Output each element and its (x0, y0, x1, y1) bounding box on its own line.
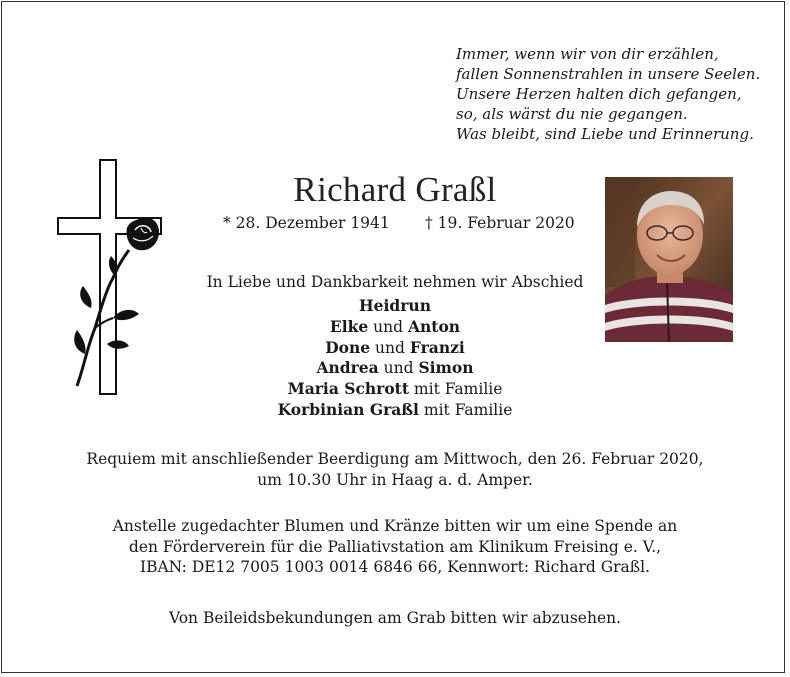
mourner-line: Korbinian Graßl mit Familie (277, 399, 513, 419)
mourner-line: Maria Schrott mit Familie (287, 379, 503, 399)
poem-line: Immer, wenn wir von dir erzählen, (456, 45, 719, 63)
requiem-line: Requiem mit anschließender Beerdigung am Mittwoch, den 26. Februar 2020, (86, 450, 704, 468)
mourner-line: Done und Franzi (325, 337, 465, 357)
donation-line: den Förderverein für die Palliativstation am Klinikum Freising e. V., (128, 537, 662, 556)
poem-line: Was bleibt, sind Liebe und Erinnerung. (456, 125, 754, 143)
portrait-photo (605, 177, 733, 342)
donation-line: IBAN: DE12 7005 1003 0014 6846 66, Kennwort: Richard Graßl. (139, 558, 651, 576)
requiem-line: um 10.30 Uhr in Haag a. d. Amper. (257, 470, 533, 489)
death-date: † 19. Februar 2020 (425, 214, 575, 232)
poem-line: fallen Sonnenstrahlen in unsere Seelen. (456, 65, 761, 83)
mourner-line: Andrea und Simon (316, 358, 474, 378)
donation-line: Anstelle zugedachter Blumen und Kränze bitten wir um eine Spende an (112, 517, 678, 535)
mourner-line: Elke und Anton (329, 316, 461, 336)
mourners-list (190, 296, 600, 421)
farewell-intro: In Liebe und Dankbarkeit nehmen wir Abschied (206, 273, 584, 291)
cross-with-rose-icon (55, 158, 165, 398)
mourner-line: Heidrun (359, 296, 431, 315)
requiem-info (60, 449, 730, 490)
poem-line: Unsere Herzen halten dich gefangen, (456, 85, 742, 103)
poem (456, 44, 776, 144)
poem-line: so, als wärst du nie gegangen. (456, 105, 688, 123)
donation-info (60, 516, 730, 578)
deceased-name: Richard Graßl (293, 170, 497, 209)
birth-date: * 28. Dezember 1941 (223, 214, 390, 232)
closing-note: Von Beileidsbekundungen am Grab bitten wir abzusehen. (168, 609, 622, 627)
